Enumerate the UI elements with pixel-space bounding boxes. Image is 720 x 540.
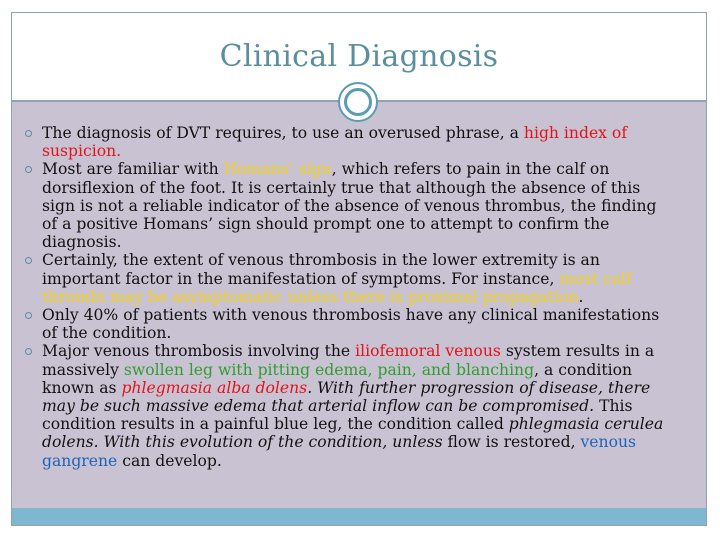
circle-ornament-icon <box>338 82 378 122</box>
bullet-list <box>24 124 674 470</box>
highlight-text: most calf thrombi may be asymptomatic unless there is proximal propagation <box>42 269 632 306</box>
bullet-text: . <box>578 287 584 306</box>
bullet-item <box>24 124 674 160</box>
bullet-circle-icon <box>25 130 32 137</box>
bullet-text: This condition results in a painful blue leg, the condition called <box>42 397 633 434</box>
highlight-text: Homans’ sign <box>223 160 332 179</box>
highlight-text: venous gangrene <box>42 433 637 470</box>
bullet-text: Only 40% of patients with venous thrombosis have any clinical manifestations of the condition. <box>42 306 660 343</box>
bullet-circle-icon <box>25 348 32 355</box>
highlight-text: iliofemoral venous <box>355 342 501 361</box>
bullet-item <box>24 342 674 469</box>
bullet-text: , a condition known as <box>42 360 633 397</box>
slide-title: Clinical Diagnosis <box>219 39 499 74</box>
bullet-item <box>24 160 674 251</box>
bullet-text: can develop. <box>117 451 222 470</box>
bullet-circle-icon <box>25 312 32 319</box>
bullet-text: Most are familiar with <box>42 160 224 179</box>
bullet-text: flow is restored, <box>442 433 581 452</box>
footer-bar <box>12 508 706 525</box>
bullet-text: Major venous thrombosis involving the <box>42 342 356 361</box>
circle-ornament-inner <box>344 88 372 116</box>
bullet-text: The diagnosis of DVT requires, to use an overused phrase, a <box>42 124 524 142</box>
bullet-text: phlegmasia cerulea dolens <box>42 415 664 452</box>
highlight-text: swollen leg with pitting edema, pain, and blanching <box>123 360 535 379</box>
highlight-text: high index of suspicion. <box>42 124 628 161</box>
highlight-text: phlegmasia alba dolens <box>121 378 308 397</box>
bullet-item <box>24 306 674 342</box>
bullet-item <box>24 251 674 306</box>
bullet-text: . With further progression of disease, there may be such massive edema that arterial inflow can be compromised. <box>42 378 651 416</box>
bullet-text: system results in a massively <box>42 342 655 379</box>
bullet-text: , which refers to pain in the calf on dorsiflexion of the foot. It is certainly true that although the absence of this sign is not a reliable indicator of the absence of venous thrombus, the finding of a positive Homans’ sign should prompt one to attempt to confirm the diagnosis. <box>42 160 657 252</box>
bullet-text: Certainly, the extent of venous thrombosis in the lower extremity is an important factor in the manifestation of symptoms. For instance, <box>42 251 600 288</box>
bullet-text: . With this evolution of the condition, unless <box>93 433 443 452</box>
bullet-circle-icon <box>25 257 32 264</box>
bullet-circle-icon <box>25 166 32 173</box>
